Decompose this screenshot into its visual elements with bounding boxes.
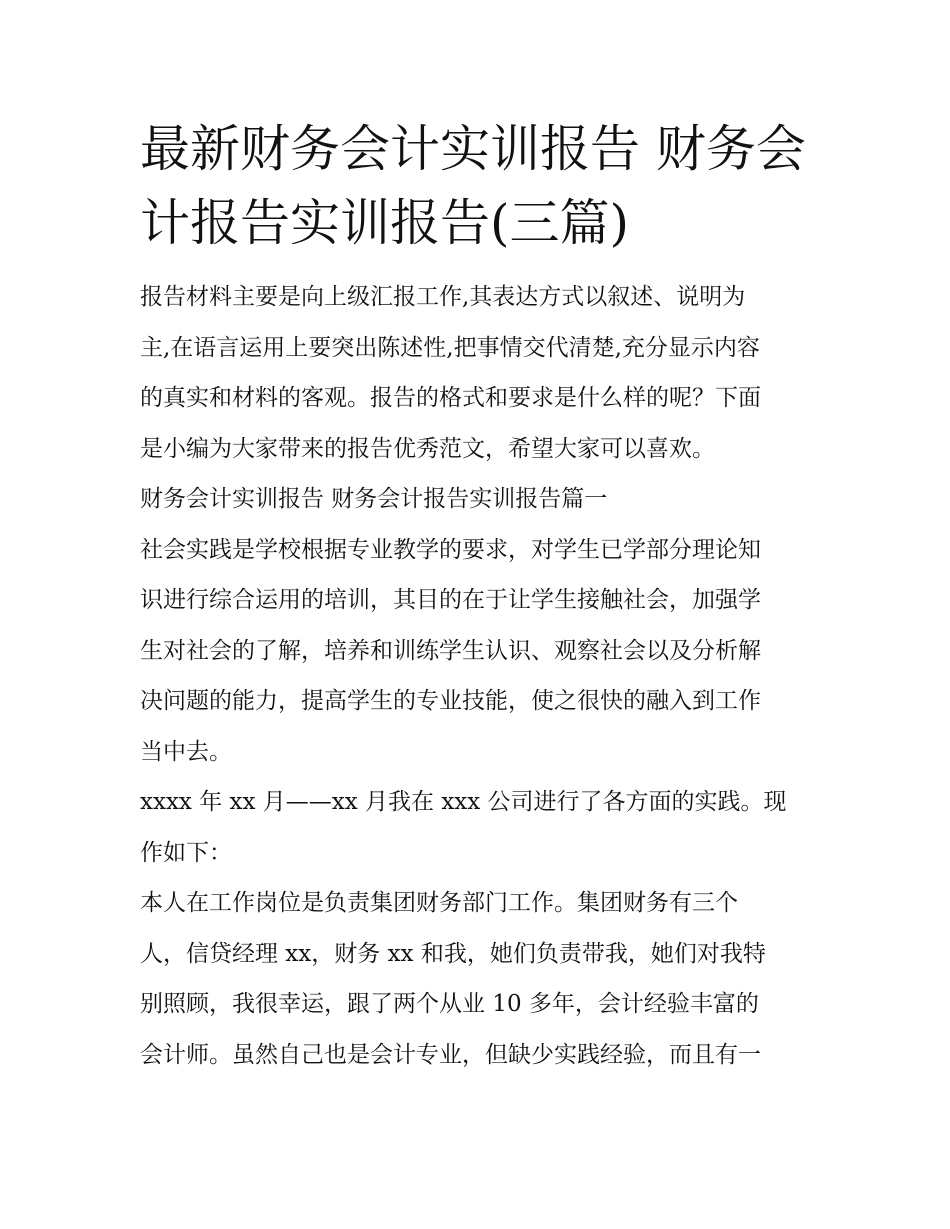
title-line: 最新财务会计实训报告 财务会 xyxy=(140,120,806,178)
body-line: 当中去。 xyxy=(140,738,232,765)
body-line: 主,在语言运用上要突出陈述性,把事情交代清楚,充分显示内容 xyxy=(140,334,760,361)
body-line: 生对社会的了解，培养和训练学生认识、观察社会以及分析解 xyxy=(140,637,761,664)
body-line: 报告材料主要是向上级汇报工作,其表达方式以叙述、说明为 xyxy=(140,284,746,310)
body-line: 会计师。虽然自己也是会计专业，但缺少实践经验，而且有一 xyxy=(140,1041,761,1068)
body-line: 人，信贷经理 xx，财务 xx 和我，她们负责带我，她们对我特 xyxy=(140,940,766,967)
document-page xyxy=(140,112,815,1080)
body-line: 决问题的能力，提高学生的专业技能，使之很快的融入到工作 xyxy=(140,688,761,714)
body-line: 的真实和材料的客观。报告的格式和要求是什么样的呢？下面 xyxy=(140,385,761,411)
body-line: 别照顾，我很幸运，跟了两个从业 10 多年，会计经验丰富的 xyxy=(140,991,759,1017)
body-line: 社会实践是学校根据专业教学的要求，对学生已学部分理论知 xyxy=(140,536,761,563)
body-line: 识进行综合运用的培训，其目的在于让学生接触社会，加强学 xyxy=(140,587,761,613)
document-title xyxy=(140,112,815,260)
section-heading: 财务会计实训报告 财务会计报告实训报告篇一 xyxy=(140,486,608,512)
body-line: xxxx 年 xx 月——xx 月我在 xxx 公司进行了各方面的实践。现 xyxy=(140,789,787,815)
body-line: 作如下： xyxy=(140,839,232,866)
title-line: 计报告实训报告(三篇) xyxy=(140,194,630,252)
body-line: 是小编为大家带来的报告优秀范文，希望大家可以喜欢。 xyxy=(140,435,715,462)
document-body xyxy=(140,272,815,1080)
body-line: 本人在工作岗位是负责集团财务部门工作。集团财务有三个 xyxy=(140,890,738,916)
